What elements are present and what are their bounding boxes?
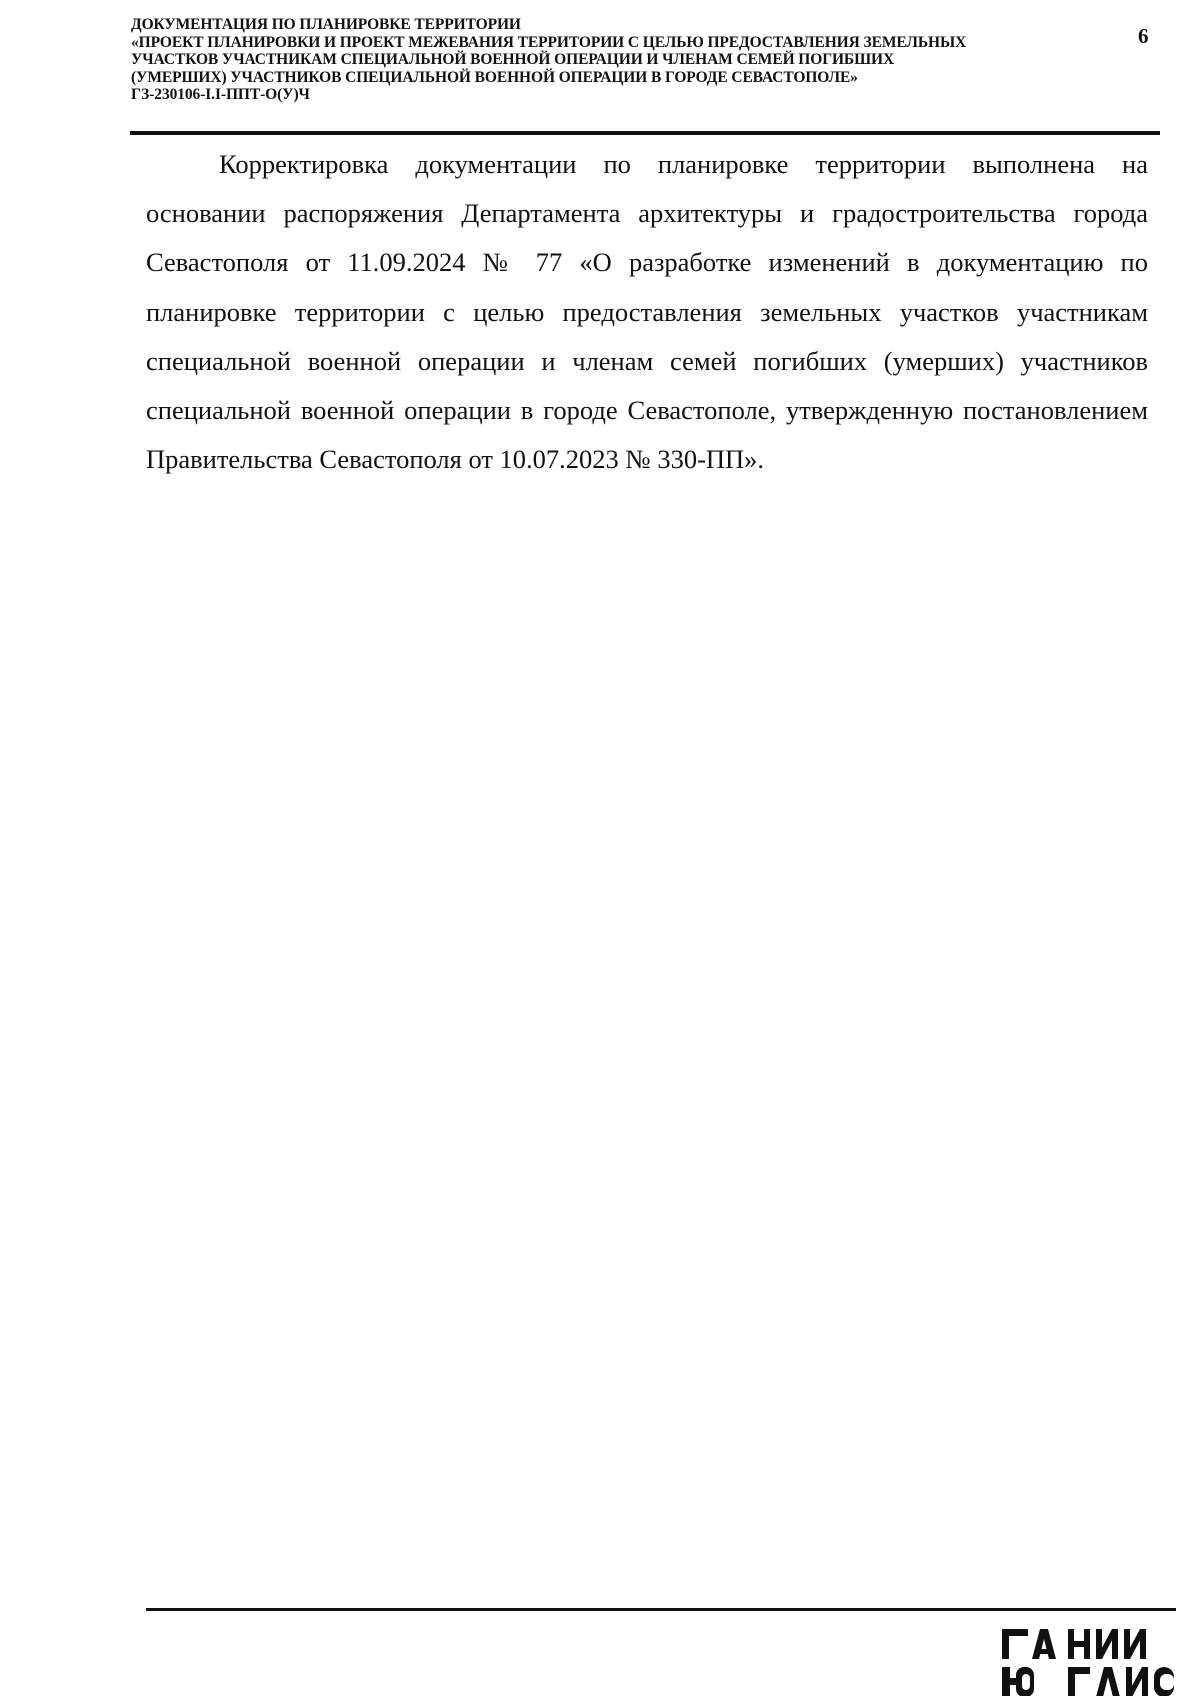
page-number: 6 bbox=[1138, 24, 1149, 48]
header-title-line-2: «ПРОЕКТ ПЛАНИРОВКИ И ПРОЕКТ МЕЖЕВАНИЯ ТЕРРИТОРИИ С ЦЕЛЬЮ ПРЕДОСТАВЛЕНИЯ ЗЕМЕЛЬНЫХ bbox=[131, 33, 967, 51]
header-title-line-1: ДОКУМЕНТАЦИЯ ПО ПЛАНИРОВКЕ ТЕРРИТОРИИ bbox=[131, 16, 521, 33]
header-title-line-3: УЧАСТКОВ УЧАСТНИКАМ СПЕЦИАЛЬНОЙ ВОЕННОЙ ОПЕРАЦИИ И ЧЛЕНАМ СЕМЕЙ ПОГИБШИХ bbox=[131, 51, 895, 68]
header-title-line-4: (УМЕРШИХ) УЧАСТНИКОВ СПЕЦИАЛЬНОЙ ВОЕННОЙ ОПЕРАЦИИ В ГОРОДЕ СЕВАСТОПОЛЕ» bbox=[131, 68, 858, 86]
header-document-code: ГЗ-230106-I.I-ППТ-О(У)Ч bbox=[131, 86, 310, 103]
body-paragraph: Корректировка документации по планировке территории выполнена на основании распоряжения Департамента архитектуры и градостроительства города Севастополя от 11.09.2024 № 77 «О разработке изменений в документацию по планировке территории с целью предоставления земельных участков участникам специальной военной операции и членам семей погибших (умерших) участников специальной военной операции в городе Севастополе, утвержденную постановлением Правительства Севастополя от 10.07.2023 № 330-ПП». bbox=[146, 149, 1148, 475]
header-divider bbox=[130, 131, 1160, 135]
gaugis-nii-logo-icon bbox=[1000, 1623, 1176, 1696]
document-header bbox=[131, 16, 1091, 104]
footer-divider bbox=[146, 1608, 1176, 1611]
